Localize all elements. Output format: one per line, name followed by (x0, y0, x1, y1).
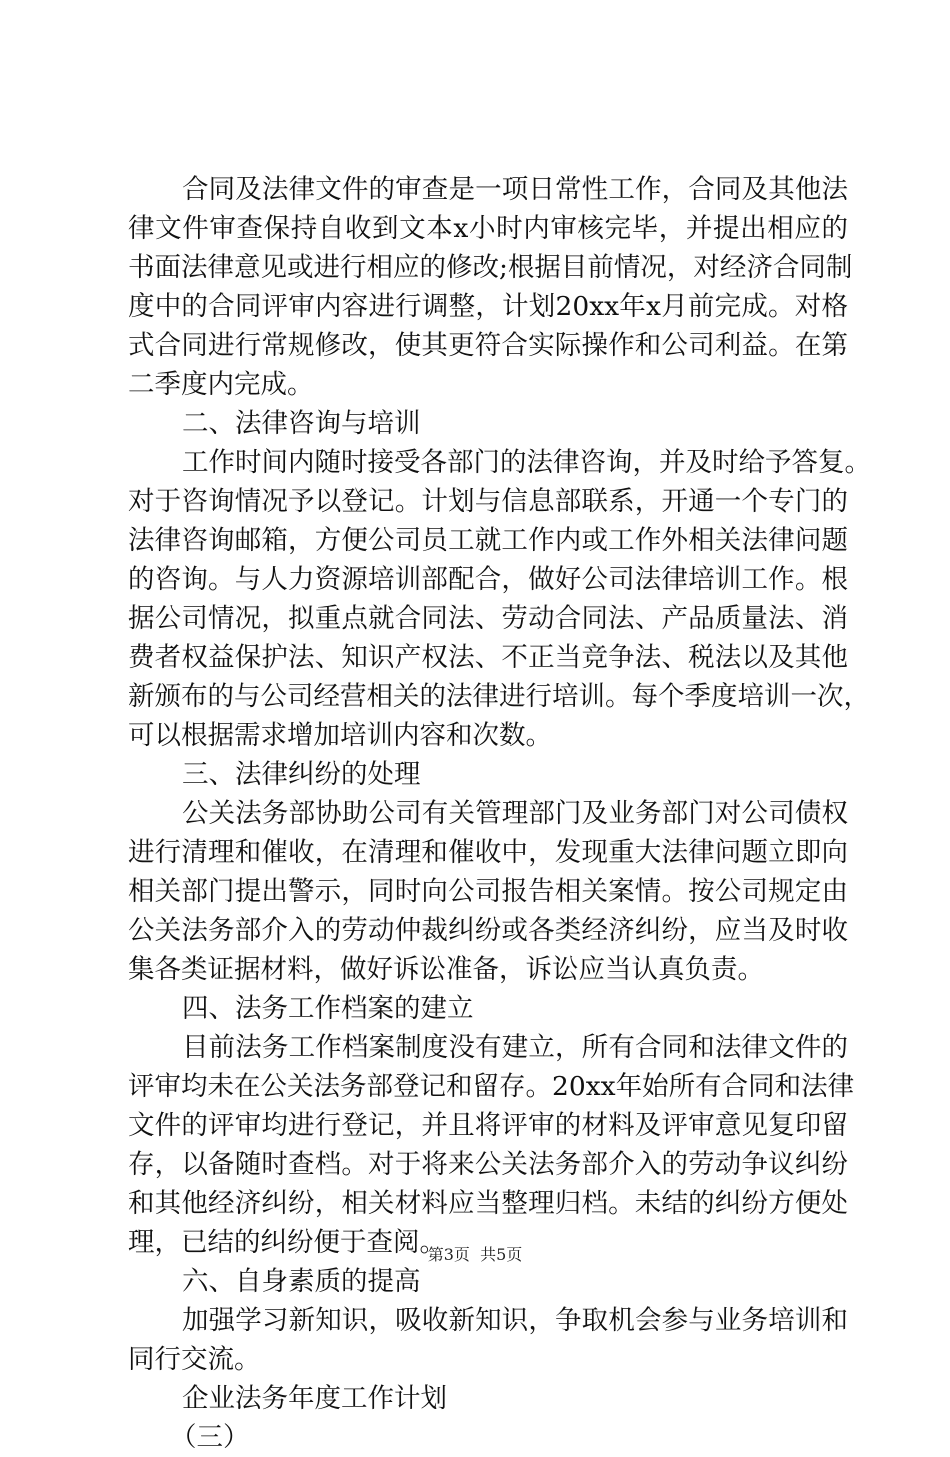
text-line: 同行交流。 (128, 1344, 261, 1375)
text-line: 相关部门提出警示，同时向公司报告相关案情。按公司规定由 (128, 876, 848, 907)
text-line: 文件的评审均进行登记，并且将评审的材料及评审意见复印留 (128, 1110, 848, 1141)
text-line: 集各类证据材料，做好诉讼准备，诉讼应当认真负责。 (128, 954, 764, 985)
text-line: 法律咨询邮箱，方便公司员工就工作内或工作外相关法律问题 (128, 525, 848, 556)
text-line: 据公司情况，拟重点就合同法、劳动合同法、产品质量法、消 (128, 603, 848, 634)
text-line: 理，已结的纠纷便于查阅。 (128, 1227, 446, 1258)
text-line: 评审均未在公关法务部登记和留存。20xx年始所有合同和法律 (128, 1071, 855, 1102)
text-line: （三） (170, 1422, 250, 1453)
text-line: 公关法务部协助公司有关管理部门及业务部门对公司债权 (182, 798, 848, 829)
text-line: 对于咨询情况予以登记。计划与信息部联系，开通一个专门的 (128, 486, 848, 517)
text-line: 进行清理和催收，在清理和催收中，发现重大法律问题立即向 (128, 837, 848, 868)
page-footer (0, 1244, 950, 1266)
text-line: 书面法律意见或进行相应的修改;根据目前情况，对经济合同制 (128, 252, 853, 283)
text-line: 合同及法律文件的审查是一项日常性工作，合同及其他法 (182, 174, 848, 205)
text-line: 目前法务工作档案制度没有建立，所有合同和法律文件的 (182, 1032, 848, 1063)
text-line: 新颁布的与公司经营相关的法律进行培训。每个季度培训一次， (128, 681, 870, 712)
text-line: 企业法务年度工作计划 (182, 1383, 447, 1414)
text-line: 的咨询。与人力资源培训部配合，做好公司法律培训工作。根 (128, 564, 848, 595)
text-line: 可以根据需求增加培训内容和次数。 (128, 720, 552, 751)
text-line: 六、自身素质的提高 (182, 1266, 421, 1297)
page-number-label: 第3页 共5页 (427, 1245, 523, 1264)
text-line: 二、法律咨询与培训 (182, 408, 421, 439)
text-line: 工作时间内随时接受各部门的法律咨询，并及时给予答复。 (182, 447, 871, 478)
text-line: 四、法务工作档案的建立 (182, 993, 474, 1024)
text-line: 费者权益保护法、知识产权法、不正当竞争法、税法以及其他 (128, 642, 848, 673)
text-line: 二季度内完成。 (128, 369, 314, 400)
text-line: 律文件审查保持自收到文本x小时内审核完毕，并提出相应的 (128, 213, 848, 244)
text-line: 存，以备随时查档。对于将来公关法务部介入的劳动争议纠纷 (128, 1149, 848, 1180)
text-line: 度中的合同评审内容进行调整，计划20xx年x月前完成。对格 (128, 291, 848, 322)
text-line: 式合同进行常规修改，使其更符合实际操作和公司利益。在第 (128, 330, 848, 361)
text-line: 加强学习新知识，吸收新知识，争取机会参与业务培训和 (182, 1305, 848, 1336)
text-line: 三、法律纠纷的处理 (182, 759, 421, 790)
text-line: 和其他经济纠纷，相关材料应当整理归档。未结的纠纷方便处 (128, 1188, 848, 1219)
text-line: 公关法务部介入的劳动仲裁纠纷或各类经济纠纷，应当及时收 (128, 915, 848, 946)
